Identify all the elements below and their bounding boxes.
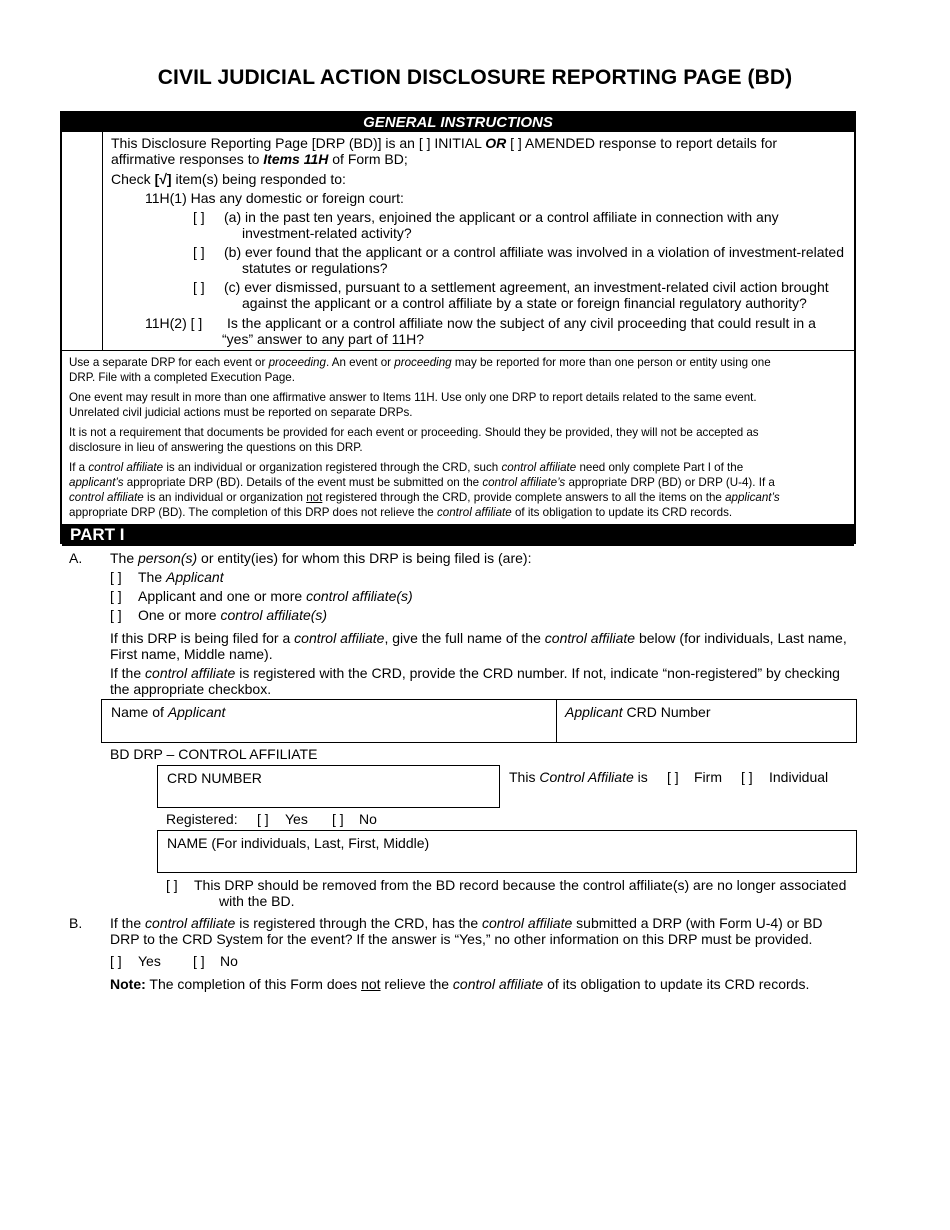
question-a-checkbox[interactable]: [ ] [193,209,205,225]
item-b-yes-checkbox[interactable]: [ ] [110,953,122,969]
question-c-line-1: (c) ever dismissed, pursuant to a settlement agreement, an investment-related civil action brought [224,279,829,295]
left-gutter-divider [102,132,103,350]
applicant-name-label: Name of Applicant [111,704,226,720]
question-11h1: 11H(1) Has any domestic or foreign court: [145,190,404,206]
registered-yes-label: Yes [285,811,308,827]
crd-number-label: CRD NUMBER [167,770,262,786]
firm-label: Firm [694,769,722,785]
note-paragraph-1: Use a separate DRP for each event or proceeding. An event or proceeding may be reported for more than one person or entity using one DRP. File with a completed Execution Page. [69,356,771,384]
firm-checkbox[interactable]: [ ] [667,769,679,785]
intro-line-1: This Disclosure Reporting Page [DRP (BD)] is an [ ] INITIAL OR [ ] AMENDED response to report details for [111,135,778,151]
question-c-line-2: against the applicant or a control affiliate by a state or foreign financial regulatory authority? [242,295,807,311]
remove-drp-checkbox[interactable]: [ ] [166,877,178,893]
item-b-letter: B. [69,915,83,931]
applicant-crd-label: Applicant CRD Number [565,704,711,720]
question-a-line-1: (a) in the past ten years, enjoined the applicant or a control affiliate in connection with any [224,209,779,225]
affiliate-name-label: NAME (For individuals, Last, First, Middle) [167,835,430,851]
crd-number-field[interactable] [157,765,500,808]
individual-label: Individual [769,769,829,785]
question-b-line-2: statutes or regulations? [242,260,388,276]
option-applicant-checkbox[interactable]: [ ] [110,569,122,585]
general-instructions-header: GENERAL INSTRUCTIONS [62,113,854,132]
control-affiliate-heading: BD DRP – CONTROL AFFILIATE [110,746,318,762]
registered-no-checkbox[interactable]: [ ] [332,811,344,827]
affiliate-type-label: This Control Affiliate is [509,769,648,785]
check-instruction: Check [√] item(s) being responded to: [111,171,346,187]
item-a-question: The person(s) or entity(ies) for whom this DRP is being filed is (are): [110,550,532,566]
remove-drp-line-1: This DRP should be removed from the BD record because the control affiliate(s) are no longer associated [194,877,847,893]
item-a-letter: A. [69,550,83,566]
instructions-box [60,111,856,544]
remove-drp-line-2: with the BD. [219,893,295,909]
option-applicant-label: The Applicant [138,569,224,585]
question-b-line-1: (b) ever found that the applicant or a control affiliate was involved in a violation of investment-related [224,244,844,260]
closing-note: Note: The completion of this Form does not relieve the control affiliate of its obligation to update its CRD records. [110,976,810,992]
registered-yes-checkbox[interactable]: [ ] [257,811,269,827]
question-11h2-line-2: “yes” answer to any part of 11H? [222,331,425,347]
item-b-no-checkbox[interactable]: [ ] [193,953,205,969]
item-b-yes-label: Yes [138,953,161,969]
individual-checkbox[interactable]: [ ] [741,769,753,785]
question-11h2-checkbox[interactable]: 11H(2) [ ] [145,315,203,331]
registered-no-label: No [359,811,377,827]
instruction-crd-number: If the control affiliate is registered with the CRD, provide the CRD number. If not, indicate “non-registered” by checking the appropriate checkbox. [110,665,840,697]
applicant-crd-number-input[interactable] [556,720,856,742]
section-divider [62,350,854,351]
affiliate-name-field[interactable] [157,830,857,873]
option-applicant-and-affiliates-label: Applicant and one or more control affiliate(s) [138,588,413,604]
question-c-checkbox[interactable]: [ ] [193,279,205,295]
applicant-name-input[interactable] [101,710,554,742]
note-paragraph-4: If a control affiliate is an individual or organization registered through the CRD, such control affiliate need only complete Part I of the applicant’s appropriate DRP (BD). Details of the event must be submitted on the control affiliate’s appropriate DRP (BD) or DRP (U-4). If a control affiliate is an individual or organization not registered through the CRD, provide complete answers to all the items on the applicant’s appropriate DRP (BD). The completion of this DRP does not relieve the control affiliate of its obligation to update its CRD records. [69,461,780,519]
item-b-question: If the control affiliate is registered through the CRD, has the control affiliate submitted a DRP (with Form U-4) or BD DRP to the CRD System for the event? If the answer is “Yes,” no other information on this DRP must be provided. [110,915,823,947]
page-title: CIVIL JUDICIAL ACTION DISCLOSURE REPORTING PAGE (BD) [157,66,793,89]
registered-label: Registered: [166,811,238,827]
part-1-header: PART I [62,524,854,546]
option-applicant-and-affiliates-checkbox[interactable]: [ ] [110,588,122,604]
intro-line-2: affirmative responses to Items 11H of Form BD; [111,151,408,167]
option-affiliates-label: One or more control affiliate(s) [138,607,328,623]
note-paragraph-2: One event may result in more than one affirmative answer to Items 11H. Use only one DRP to report details related to the same event. Unrelated civil judicial actions must be reported on separate DRPs. [69,391,757,419]
item-b-no-label: No [220,953,238,969]
question-a-line-2: investment-related activity? [242,225,412,241]
question-b-checkbox[interactable]: [ ] [193,244,205,260]
instruction-full-name: If this DRP is being filed for a control affiliate, give the full name of the control affiliate below (for individuals, Last name, First name, Middle name). [110,630,847,662]
note-paragraph-3: It is not a requirement that documents be provided for each event or proceeding. Should they be provided, they will not be accepted as disclosure in lieu of answering the questions on this DRP. [69,426,759,454]
question-11h2-line-1: Is the applicant or a control affiliate now the subject of any civil proceeding that could result in a [227,315,816,331]
option-affiliates-checkbox[interactable]: [ ] [110,607,122,623]
